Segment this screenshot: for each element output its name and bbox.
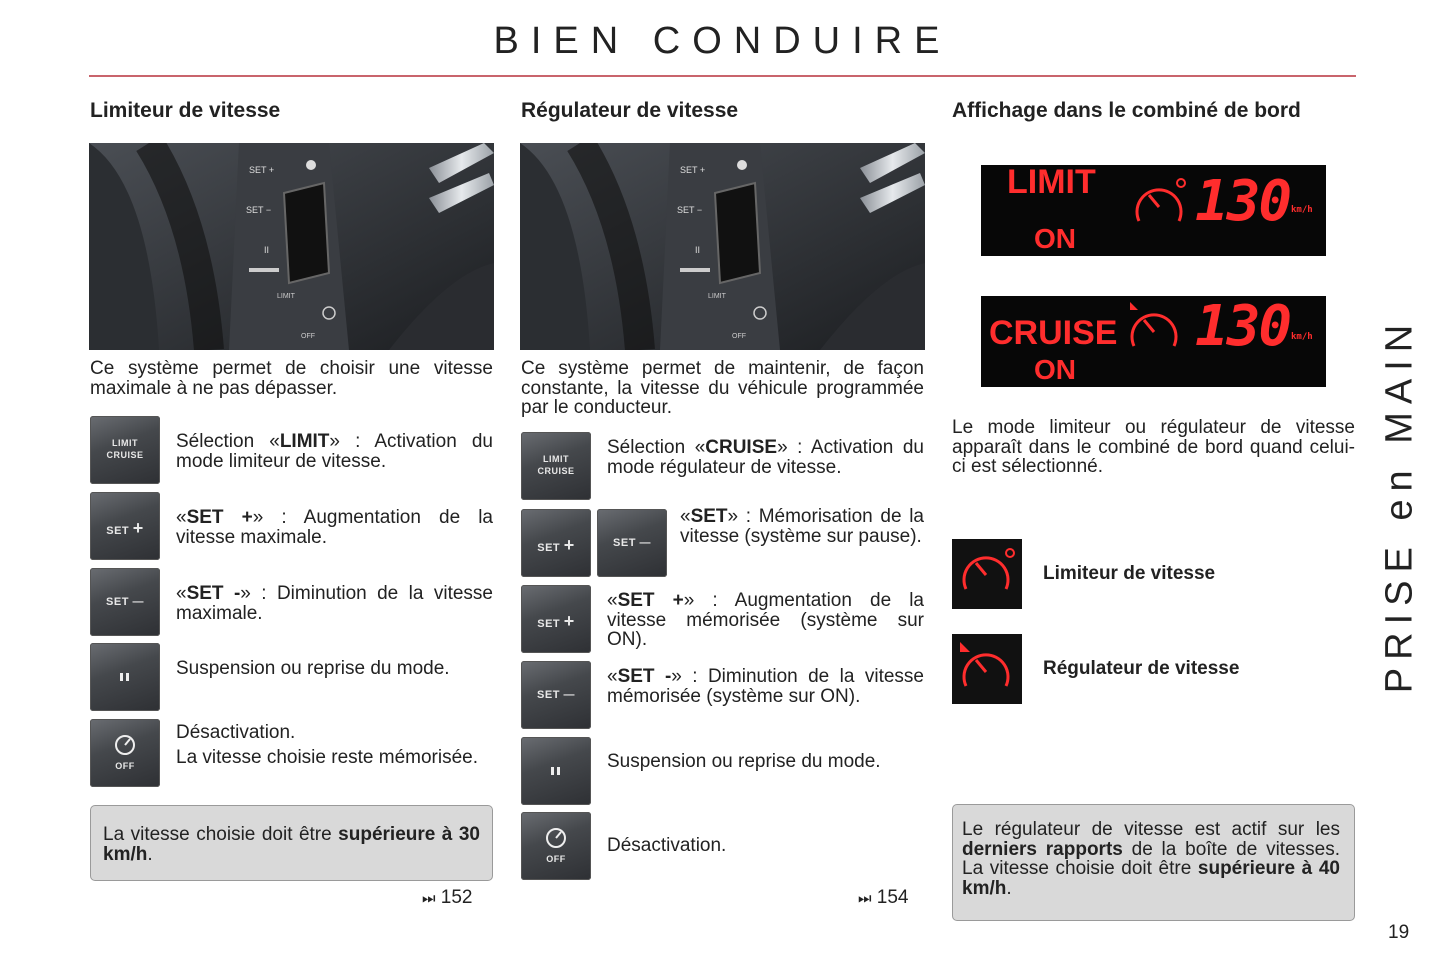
col2-row1-text: Sélection «CRUISE» : Activation du mode régulateur de vitesse. bbox=[607, 437, 924, 478]
svg-text:II: II bbox=[264, 245, 270, 255]
svg-text:II: II bbox=[695, 245, 701, 255]
col1-heading: Limiteur de vitesse bbox=[90, 99, 281, 122]
cruise-display: CRUISE ON 130 km/h bbox=[981, 296, 1326, 387]
limiter-label: Limiteur de vitesse bbox=[1043, 563, 1216, 584]
col1-intro: Ce système permet de choisir une vitesse maximale à ne pas dépasser. bbox=[90, 358, 493, 399]
svg-text:SET −: SET − bbox=[677, 205, 703, 215]
col1-row5-line2: La vitesse choisie reste mémorisée. bbox=[176, 747, 479, 768]
limit-cruise-button: LIMIT CRUISE bbox=[521, 432, 591, 500]
col2-heading: Régulateur de vitesse bbox=[521, 99, 739, 122]
svg-text:SET +: SET + bbox=[680, 165, 706, 175]
off-button: OFF bbox=[521, 812, 591, 880]
svg-text:LIMIT: LIMIT bbox=[708, 293, 726, 300]
next-page-icon: ⏭ bbox=[422, 890, 436, 907]
svg-text:SET +: SET + bbox=[249, 165, 275, 175]
col2-row2-text: «SET» : Mémorisation de la vitesse (système sur pause). bbox=[680, 506, 924, 547]
col2-row5-text: Suspension ou reprise du mode. bbox=[607, 751, 881, 772]
col1-row5-line1: Désactivation. bbox=[176, 722, 296, 743]
col2-intro: Ce système permet de maintenir, de façon constante, la vitesse du véhicule programmée par le conducteur. bbox=[521, 358, 924, 418]
set-minus-button: SET — bbox=[521, 661, 591, 729]
col3-intro: Le mode limiteur ou régulateur de vitesse apparaît dans le combiné de bord quand celui-ci est sélectionné. bbox=[952, 417, 1355, 477]
cruise-label: Régulateur de vitesse bbox=[1043, 658, 1240, 679]
page-number: 19 bbox=[1388, 922, 1410, 943]
col3-heading: Affichage dans le combiné de bord bbox=[952, 99, 1301, 122]
page-title: BIEN CONDUIRE bbox=[493, 20, 952, 62]
col2-row3-text: «SET +» : Augmentation de la vitesse mémorisée (système sur ON). bbox=[607, 590, 925, 650]
speedometer-icon bbox=[1131, 177, 1189, 229]
pause-button bbox=[90, 643, 160, 711]
set-plus-button: SET + bbox=[90, 492, 160, 560]
col1-page-ref[interactable]: ⏭ 152 bbox=[422, 887, 473, 908]
steering-wheel-photo-2 bbox=[520, 143, 925, 350]
steering-wheel-photo-1 bbox=[89, 143, 494, 350]
set-plus-button: SET + bbox=[521, 509, 591, 577]
next-page-icon: ⏭ bbox=[858, 890, 872, 907]
off-button: OFF bbox=[90, 719, 160, 787]
col1-row1-text: Sélection «LIMIT» : Activation du mode limiteur de vitesse. bbox=[176, 431, 493, 472]
col2-row6-text: Désactivation. bbox=[607, 835, 727, 856]
cruise-icon bbox=[952, 634, 1022, 704]
set-plus-button: SET + bbox=[521, 585, 591, 653]
col3-note: Le régulateur de vitesse est actif sur les derniers rapports de la boîte de vitesses. La vitesse choisie doit être supérieure à 40 km/h. bbox=[952, 804, 1355, 921]
col2-page-ref[interactable]: ⏭ 154 bbox=[858, 887, 909, 908]
svg-text:SET −: SET − bbox=[246, 205, 272, 215]
svg-text:LIMIT: LIMIT bbox=[277, 293, 295, 300]
limiter-icon bbox=[952, 539, 1022, 609]
set-minus-button: SET — bbox=[90, 568, 160, 636]
col1-note: La vitesse choisie doit être supérieure à 30 km/h. bbox=[90, 805, 493, 881]
col2-row4-text: «SET -» : Diminution de la vitesse mémorisée (système sur ON). bbox=[607, 666, 924, 707]
limit-display: LIMIT ON 130 km/h bbox=[981, 165, 1326, 256]
svg-text:OFF: OFF bbox=[732, 333, 746, 340]
col1-row2-text: «SET +» : Augmentation de la vitesse maximale. bbox=[176, 507, 494, 548]
section-side-label: PRISE en MAIN bbox=[1378, 316, 1421, 694]
col1-row3-text: «SET -» : Diminution de la vitesse maximale. bbox=[176, 583, 493, 624]
header-rule bbox=[89, 75, 1356, 77]
col1-row4-text: Suspension ou reprise du mode. bbox=[176, 658, 450, 679]
svg-text:OFF: OFF bbox=[301, 333, 315, 340]
pause-button bbox=[521, 737, 591, 805]
limit-cruise-button: LIMIT CRUISE bbox=[90, 416, 160, 484]
set-minus-button: SET — bbox=[597, 509, 667, 577]
speedometer-icon bbox=[1126, 300, 1184, 352]
